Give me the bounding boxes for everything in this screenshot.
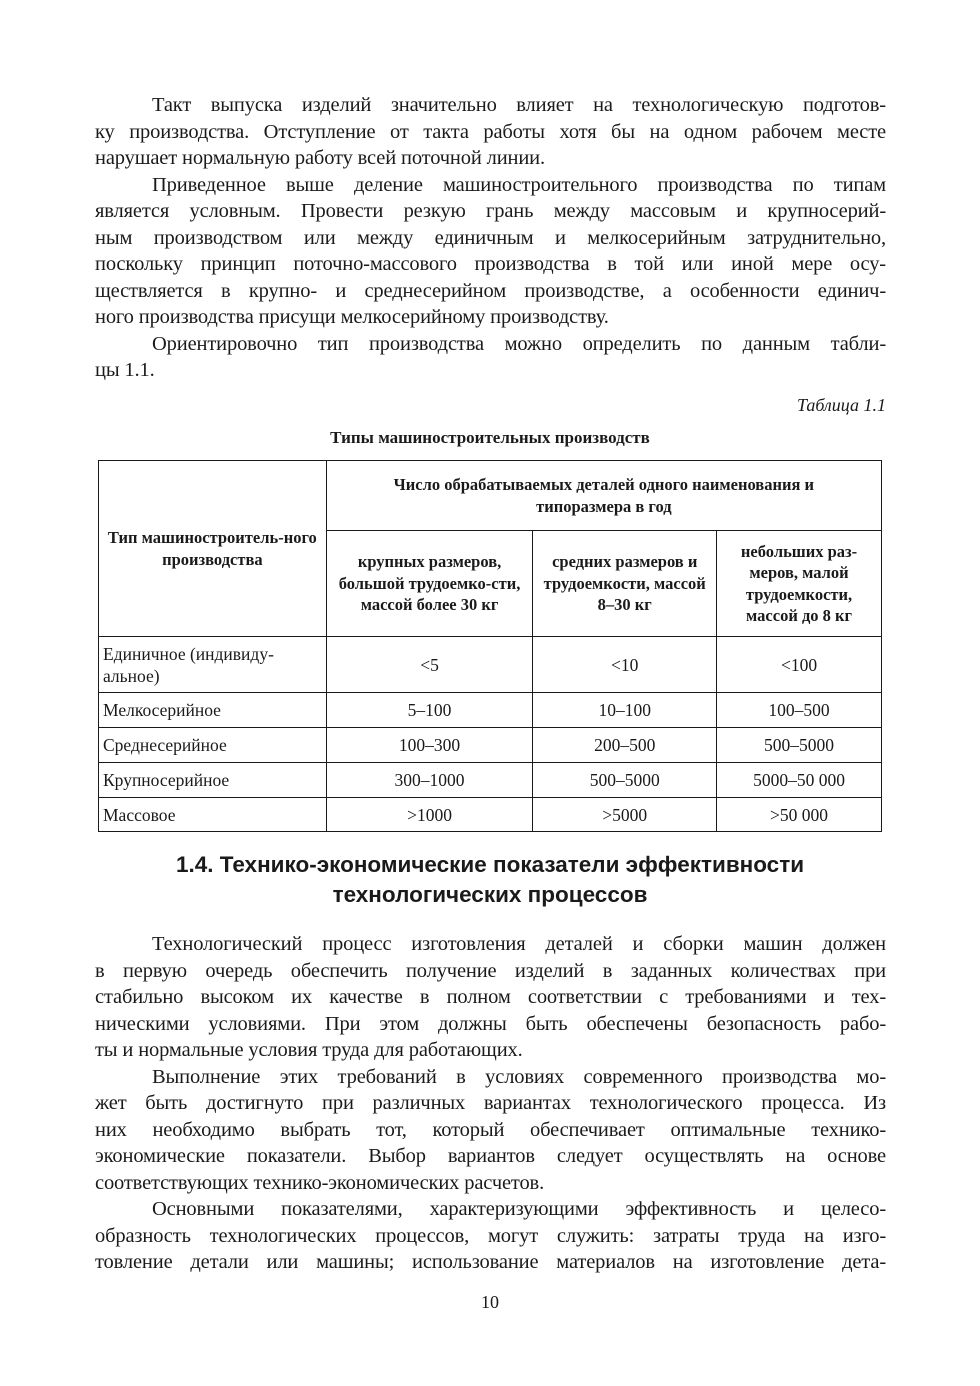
text-line: жет быть достигнуто при различных вариантах технологического процесса. Из (95, 1092, 886, 1114)
page-number: 10 (481, 1292, 499, 1312)
text-line: них необходимо выбрать тот, который обеспечивает оптимальные технико- (95, 1118, 886, 1141)
cell-type: Среднесерийное (99, 728, 327, 763)
text-line: является условным. Провести резкую грань между массовым и крупносерий- (95, 200, 886, 222)
cell-medium: 10–100 (533, 693, 717, 728)
table-row (99, 637, 882, 693)
text-line: ку производства. Отступление от такта работы хотя бы на одном рабочем месте (95, 120, 886, 143)
text-line: экономические показатели. Выбор вариантов следует осуществлять на основе (95, 1145, 886, 1167)
text-line: поскольку принцип поточно-массового производства в той или иной мере осу- (95, 253, 886, 275)
cell-type: Массовое (99, 798, 327, 832)
cell-large: >1000 (326, 798, 533, 832)
text-line: образность технологических процессов, могут служить: затраты труда на изго- (95, 1224, 886, 1247)
table-row (99, 763, 882, 798)
table-label: Таблица 1.1 (796, 395, 886, 415)
cell-type: Мелкосерийное (99, 693, 327, 728)
paragraph-process (95, 931, 886, 1064)
text-line: ного производства присущи мелкосерийному производству. (95, 306, 609, 328)
production-types-table (98, 460, 882, 832)
text-line: цы 1.1. (95, 359, 155, 381)
paragraph-orientation (95, 331, 886, 384)
cell-medium: >5000 (533, 798, 717, 832)
table-title: Типы машиностроительных производств (330, 428, 650, 447)
table-row (99, 728, 882, 763)
text-line: соответствующих технико-экономических расчетов. (95, 1171, 545, 1194)
header-medium-parts: средних размеров и трудоемкости, массой 8–30 кг (533, 531, 717, 637)
cell-small: 500–5000 (717, 728, 882, 763)
text-line: стабильно высоком их качестве в полном соответствии с требованиями и тех- (95, 986, 886, 1008)
text-line: Выполнение этих требований в условиях современного производства мо- (152, 1065, 886, 1088)
paragraph-division (95, 172, 886, 331)
section-heading (0, 850, 980, 910)
cell-large: <5 (326, 637, 533, 693)
text-line: Такт выпуска изделий значительно влияет на технологическую подготов- (152, 94, 886, 116)
cell-small: >50 000 (717, 798, 882, 832)
intro-text (95, 92, 886, 384)
cell-large: 5–100 (326, 693, 533, 728)
text-line: Ориентировочно тип производства можно определить по данным табли- (152, 332, 886, 355)
paragraph-requirements (95, 1064, 886, 1197)
text-line: ты и нормальные условия труда для работающих. (95, 1039, 523, 1061)
body-text (95, 931, 886, 1276)
text-line: Технологический процесс изготовления деталей и сборки машин должен (152, 933, 886, 955)
section-heading-line-1: 1.4. Технико-экономические показатели эффективности (175, 852, 805, 877)
header-large-parts: крупных размеров, большой трудоемко-сти, массой более 30 кг (326, 531, 533, 637)
section-heading-line-2: технологических процессов (332, 882, 648, 907)
paragraph-indicators (95, 1196, 886, 1276)
table-row (99, 693, 882, 728)
text-line: ническими условиями. При этом должны быть обеспечены безопасность рабо- (95, 1012, 886, 1035)
cell-small: 5000–50 000 (717, 763, 882, 798)
cell-large: 300–1000 (326, 763, 533, 798)
text-line: ществляется в крупно- и среднесерийном производстве, а особенности единич- (95, 279, 886, 302)
text-line: нарушает нормальную работу всей поточной линии. (95, 147, 545, 169)
table-row (99, 798, 882, 832)
cell-medium: 200–500 (533, 728, 717, 763)
text-line: товление детали или машины; использование материалов на изготовление дета- (95, 1251, 886, 1273)
header-type-column: Тип машиностроитель-ного производства (99, 461, 327, 637)
text-line: в первую очередь обеспечить получение изделий в заданных количествах при (95, 959, 886, 982)
cell-large: 100–300 (326, 728, 533, 763)
text-line: ным производством или между единичным и мелкосерийным затруднительно, (95, 226, 886, 249)
cell-type: Единичное (индивиду-альное) (99, 637, 327, 693)
cell-small: <100 (717, 637, 882, 693)
cell-medium: 500–5000 (533, 763, 717, 798)
text-line: Приведенное выше деление машиностроительного производства по типам (152, 173, 886, 196)
cell-small: 100–500 (717, 693, 882, 728)
header-group-column: Число обрабатываемых деталей одного наименования и типоразмера в год (326, 461, 881, 531)
cell-medium: <10 (533, 637, 717, 693)
cell-type: Крупносерийное (99, 763, 327, 798)
header-small-parts: небольших раз-меров, малой трудоемкости, массой до 8 кг (717, 531, 882, 637)
text-line: Основными показателями, характеризующими эффективность и целесо- (152, 1198, 886, 1220)
paragraph-tact (95, 92, 886, 172)
